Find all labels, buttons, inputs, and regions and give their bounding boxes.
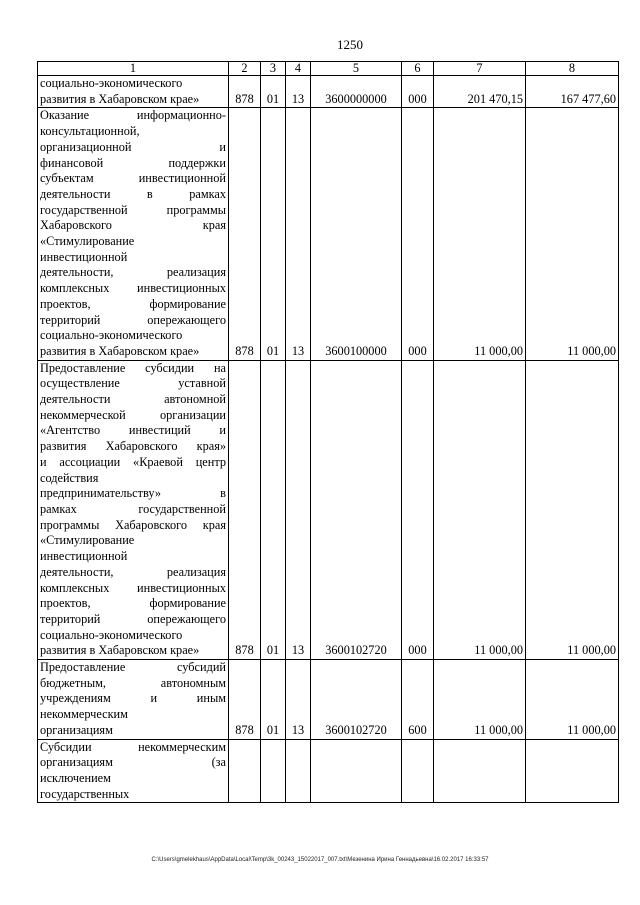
table-row: [38, 360, 619, 659]
row-description: [38, 660, 229, 740]
amount-year1-cell: 11 000,00: [434, 108, 526, 360]
description-line: «Агентство инвестиций и: [40, 423, 226, 438]
header-cell: 4: [286, 62, 311, 76]
description-line: Предоставление субсидий: [40, 660, 226, 675]
subsection-code-cell: 13: [286, 108, 311, 360]
description-line: социально-экономического: [40, 76, 183, 90]
header-cell: 5: [311, 62, 402, 76]
target-article-cell: [311, 739, 402, 803]
admin-code-cell: 878: [229, 108, 261, 360]
description-line: бюджетным, автономным: [40, 675, 226, 690]
amount-year2-cell: 11 000,00: [526, 108, 619, 360]
admin-code-cell: [229, 739, 261, 803]
amount-year1-cell: 11 000,00: [434, 660, 526, 740]
table-row: [38, 108, 619, 360]
expense-type-cell: 600: [402, 660, 434, 740]
description-line: инвестиционной: [40, 249, 128, 264]
section-code-cell: 01: [261, 660, 286, 740]
row-description: [38, 360, 229, 659]
description-line: некоммерческой организации: [40, 407, 226, 422]
subsection-code-cell: 13: [286, 660, 311, 740]
amount-year1-cell: 11 000,00: [434, 360, 526, 659]
amount-year2-cell: 11 000,00: [526, 360, 619, 659]
amount-year2-cell: [526, 739, 619, 803]
table-row: [38, 660, 619, 740]
expense-type-cell: 000: [402, 76, 434, 108]
description-line: Хабаровского края: [40, 218, 226, 233]
description-line: территорий опережающего: [40, 312, 226, 327]
description-line: Предоставление субсидии на: [40, 360, 226, 375]
description-line: государственной программы: [40, 202, 226, 217]
target-article-cell: 3600102720: [311, 660, 402, 740]
header-cell: 8: [526, 62, 619, 76]
description-line: финансовой поддержки: [40, 155, 226, 170]
description-line: социально-экономического: [40, 627, 183, 642]
description-line: Субсидии некоммерческим: [40, 739, 226, 754]
description-line: и ассоциации «Краевой центр: [40, 454, 226, 469]
admin-code-cell: 878: [229, 660, 261, 740]
budget-table: [37, 61, 619, 803]
description-line: территорий опережающего: [40, 611, 226, 626]
description-line: развития Хабаровского края»: [40, 439, 226, 454]
description-line: проектов, формирование: [40, 296, 226, 311]
description-line: комплексных инвестиционных: [40, 580, 226, 595]
description-line: деятельности автономной: [40, 392, 226, 407]
header-row: [38, 62, 619, 76]
description-line: содействия: [40, 470, 99, 485]
description-line: консультационной,: [40, 124, 140, 139]
amount-year2-cell: 167 477,60: [526, 76, 619, 108]
subsection-code-cell: [286, 739, 311, 803]
description-line: развития в Хабаровском крае»: [40, 343, 200, 358]
section-code-cell: [261, 739, 286, 803]
description-line: организациям (за: [40, 755, 226, 770]
description-line: развития в Хабаровском крае»: [40, 643, 200, 658]
description-line: организационной и: [40, 139, 226, 154]
table-row: [38, 739, 619, 803]
header-cell: 7: [434, 62, 526, 76]
description-line: деятельности в рамках: [40, 186, 226, 201]
table-row: [38, 76, 619, 108]
description-line: учреждениям и иным: [40, 691, 226, 706]
description-line: социально-экономического: [40, 328, 183, 343]
description-line: государственных: [40, 786, 130, 801]
description-line: деятельности, реализация: [40, 265, 226, 280]
amount-year1-cell: 201 470,15: [434, 76, 526, 108]
subsection-code-cell: 13: [286, 76, 311, 108]
description-line: инвестиционной: [40, 549, 128, 564]
description-line: исключением: [40, 770, 111, 785]
expense-type-cell: 000: [402, 108, 434, 360]
header-cell: 2: [229, 62, 261, 76]
header-cell: 6: [402, 62, 434, 76]
row-description: [38, 739, 229, 803]
target-article-cell: 3600000000: [311, 76, 402, 108]
admin-code-cell: 878: [229, 360, 261, 659]
target-article-cell: 3600102720: [311, 360, 402, 659]
description-line: Оказание информационно-: [40, 108, 226, 123]
description-line: комплексных инвестиционных: [40, 281, 226, 296]
description-line: организациям: [40, 722, 113, 737]
description-line: предпринимательству» в: [40, 486, 226, 501]
target-article-cell: 3600100000: [311, 108, 402, 360]
description-line: «Стимулирование: [40, 234, 135, 249]
subsection-code-cell: 13: [286, 360, 311, 659]
section-code-cell: 01: [261, 76, 286, 108]
description-line: рамках государственной: [40, 501, 226, 516]
file-path-footer: C:\Users\gmelekhaus\AppData\Local\Temp\3k_00243_15022017_007.txt\Мезенина Ирина Геннадьевна\16.02.2017 16:33:57: [151, 857, 489, 863]
expense-type-cell: [402, 739, 434, 803]
amount-year2-cell: 11 000,00: [526, 660, 619, 740]
admin-code-cell: 878: [229, 76, 261, 108]
expense-type-cell: 000: [402, 360, 434, 659]
row-description: [38, 76, 229, 108]
description-line: некоммерческим: [40, 707, 128, 722]
description-line: проектов, формирование: [40, 596, 226, 611]
description-line: программы Хабаровского края: [40, 517, 226, 532]
description-line: «Стимулирование: [40, 533, 135, 548]
description-line: субъектам инвестиционной: [40, 171, 226, 186]
header-cell: 3: [261, 62, 286, 76]
amount-year1-cell: [434, 739, 526, 803]
description-line: деятельности, реализация: [40, 564, 226, 579]
section-code-cell: 01: [261, 108, 286, 360]
header-cell: 1: [38, 62, 229, 76]
page-number: 1250: [337, 37, 363, 52]
row-description: [38, 108, 229, 360]
section-code-cell: 01: [261, 360, 286, 659]
description-line: развития в Хабаровском крае»: [40, 91, 200, 106]
description-line: осуществление уставной: [40, 376, 226, 391]
